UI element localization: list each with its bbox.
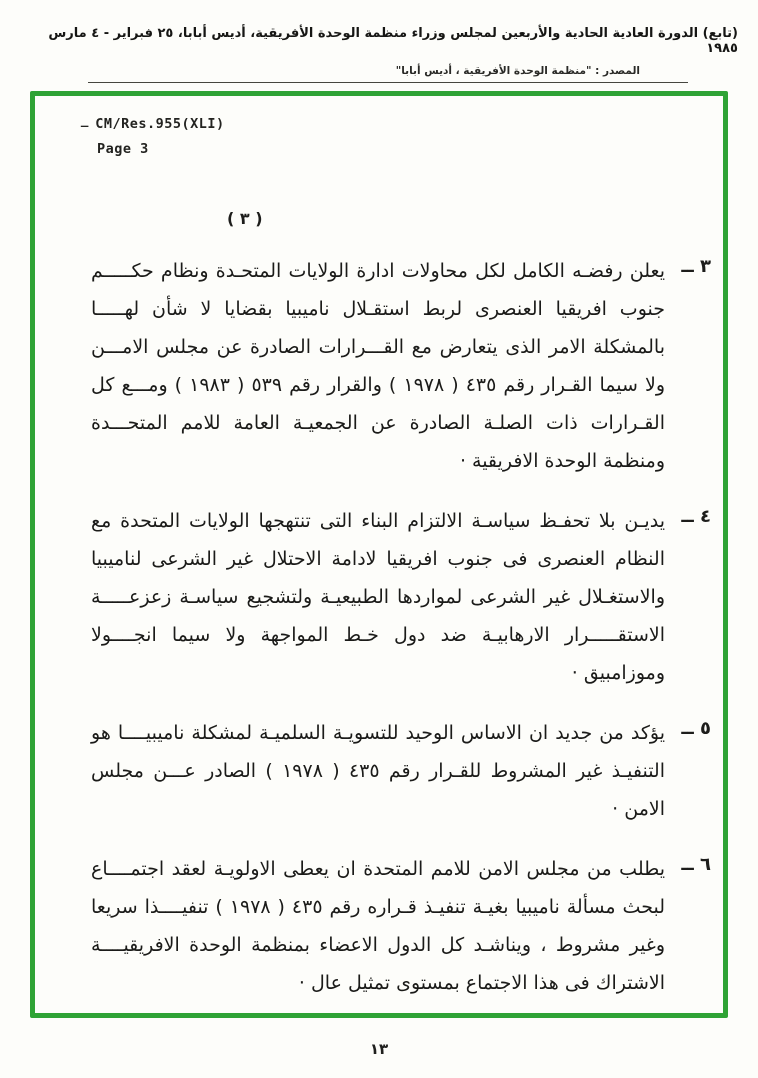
paragraph-number: ٥ ــ [681, 718, 711, 739]
paragraph-6 [91, 850, 711, 1002]
header-session-line: (تابع) الدورة العادية الحادية والأربعين لمجلس وزراء منظمة الوحدة الأفريقية، أديس أبابا، ٢٥ فبراير - ٤ مارس ١٩٨٥ [48, 26, 738, 56]
paragraph-4 [91, 502, 711, 692]
paragraph-5 [91, 714, 711, 828]
content-frame [30, 91, 728, 1018]
paragraph-text: يديـن بلا تحفـظ سياسـة الالتزام البناء التى تنتهجها الولايات المتحدة مع النظام العنصرى فى جنوب افريقيا لادامة الاحتلال غير الشرعى لناميبيا والاستغـلال غير الشرعى لمواردها الطبيعيـة ولتشجيع سياسـة زعزعـــــة الاستقـــــرار الارهابيـة ضد دول خـط المواجهة ولا سيما انجــــولا وموزامبيق · [91, 510, 665, 684]
header-divider [88, 82, 688, 83]
paragraph-text: يطلب من مجلس الامن للامم المتحدة ان يعطى الاولويـة لعقد اجتمــــاع لبحث مسألة ناميبيا بغيـة تنفيـذ قـراره رقم ٤٣٥ ( ١٩٧٨ ) تنفيــــذا سريعا وغير مشروط ، ويناشـد كل الدول الاعضاء بمنظمة الوحدة الافريقيــــة الاشتراك فى هذا الاجتماع بمستوى تمثيل عال · [91, 858, 665, 994]
paragraph-3 [91, 252, 711, 480]
reference-tick-mark: ـ [81, 116, 89, 130]
paragraph-text: يعلن رفضـه الكامل لكل محاولات ادارة الولايات المتحـدة ونظام حكـــــم جنوب افريقيا العنصرى لربط استقـلال ناميبيا بقضايا لا شأن لهـــــا بالمشكلة الامر الذى يتعارض مع القـــرارات الصادرة عن مجلس الامـــن ولا سيما القـرار رقم ٤٣٥ ( ١٩٧٨ ) والقرار رقم ٥٣٩ ( ١٩٨٣ ) ومـــع كل القـرارات ذات الصلـة الصادرة عن الجمعيـة العامة للامم المتحـــدة ومنظمة الوحدة الافريقية · [91, 260, 665, 472]
section-heading: ( ٣ ) [227, 209, 263, 228]
reference-text: CM/Res.955(XLI) [95, 116, 225, 132]
paragraph-number: ٦ ــ [681, 854, 711, 875]
page-number: ١٣ [369, 1040, 389, 1058]
paragraph-number: ٤ ــ [681, 506, 711, 527]
document-header [0, 0, 758, 83]
resolution-paragraphs [35, 252, 723, 1002]
page-label: Page 3 [97, 141, 149, 157]
paragraph-number: ٣ ــ [681, 256, 711, 277]
header-source-line: المصدر : "منظمة الوحدة الأفريقية ، أديس أبابا" [395, 65, 640, 77]
paragraph-text: يؤكد من جديد ان الاساس الوحيد للتسويـة السلميـة لمشكلة ناميبيــــا هو التنفيـذ غير المشروط للقـرار رقم ٤٣٥ ( ١٩٧٨ ) الصادر عـــن مجلس الامن · [91, 722, 665, 820]
document-reference [81, 116, 723, 132]
